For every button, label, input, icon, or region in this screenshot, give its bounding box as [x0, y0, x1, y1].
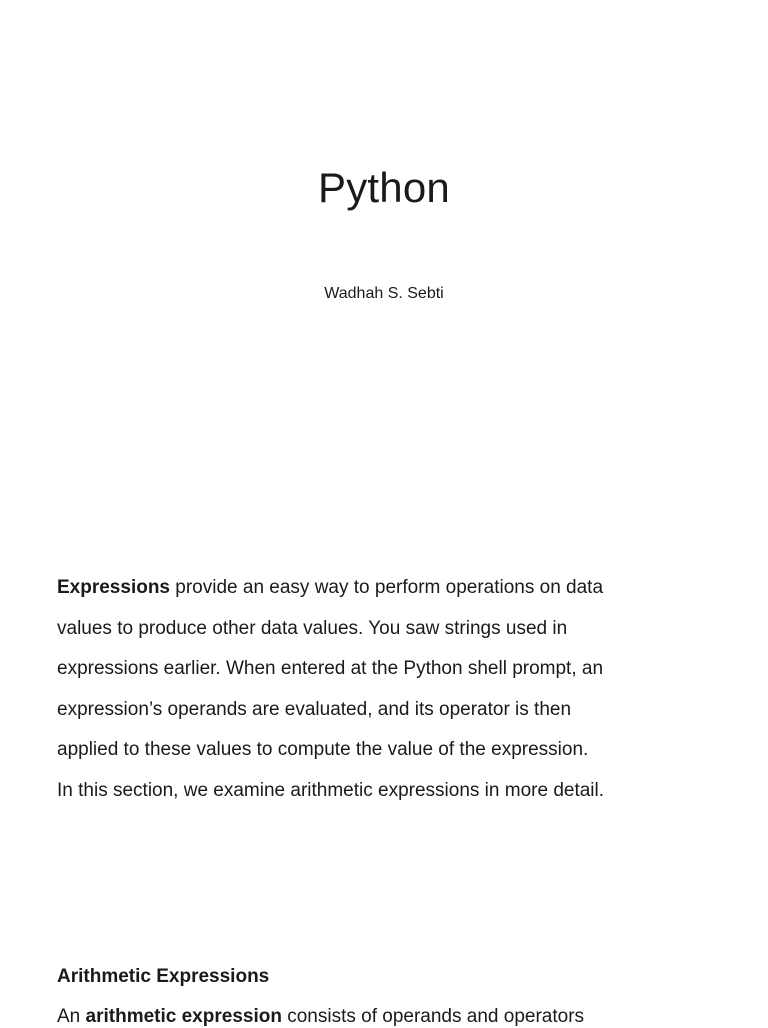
intro-line-5: applied to these values to compute the value of the expression. — [57, 739, 589, 760]
intro-line-1 — [57, 568, 697, 609]
document-title: Python — [318, 164, 450, 211]
intro-paragraph — [57, 568, 697, 811]
section-heading: Arithmetic Expressions — [57, 966, 270, 987]
section-para-start: An — [57, 1006, 86, 1027]
intro-line-1-text: provide an easy way to perform operations on data — [170, 577, 604, 598]
intro-line-6: In this section, we examine arithmetic expressions in more detail. — [57, 779, 605, 801]
section-paragraph — [57, 1006, 737, 1028]
intro-line-3: expressions earlier. When entered at the Python shell prompt, an — [57, 658, 604, 679]
expressions-term: Expressions — [57, 577, 170, 598]
intro-line-2: values to produce other data values. You saw strings used in — [57, 617, 568, 639]
arithmetic-expression-term: arithmetic expression — [85, 1006, 282, 1027]
document-author: Wadhah S. Sebti — [324, 285, 444, 302]
section-para-rest: consists of operands and operators — [281, 1006, 585, 1027]
intro-line-4: expression’s operands are evaluated, and its operator is then — [57, 698, 572, 720]
